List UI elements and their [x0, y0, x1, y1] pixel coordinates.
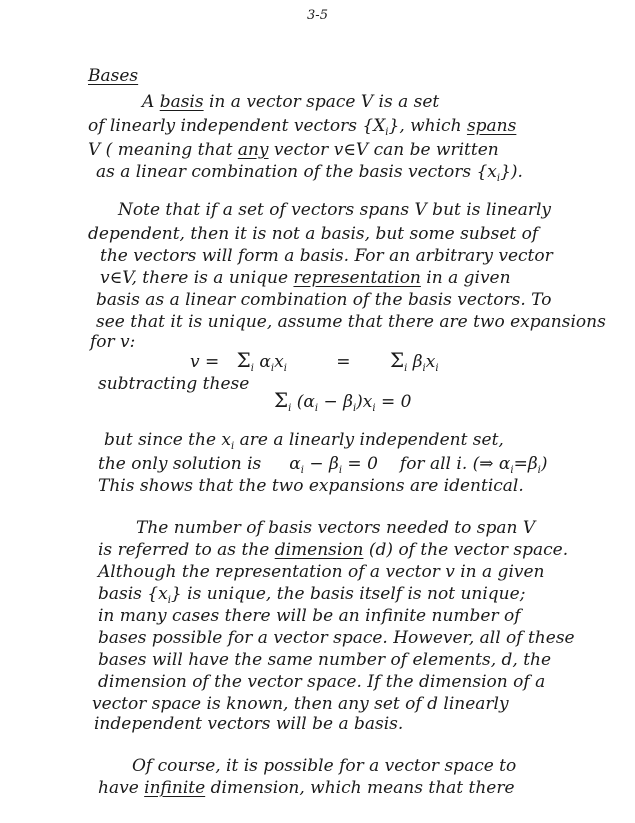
- heading-text: Bases: [88, 66, 139, 86]
- p4-line5: in many cases there will be an infinite number of: [98, 606, 521, 626]
- page-number: 3-5: [307, 8, 328, 23]
- p3-line3: This shows that the two expansions are identical.: [98, 476, 524, 496]
- p3-line1: but since the $x_i$ are a linearly independent set,: [104, 430, 504, 452]
- term-basis: basis: [159, 92, 204, 112]
- p1-line1: A basis in a vector space V is a set: [142, 92, 440, 112]
- p4-line2: is referred to as the dimension (d) of the vector space.: [98, 540, 569, 560]
- term-any: any: [237, 140, 269, 160]
- p4-line6: bases possible for a vector space. However, all of these: [98, 628, 575, 648]
- p4-line10: independent vectors will be a basis.: [94, 714, 404, 734]
- term-dimension: dimension: [274, 540, 364, 560]
- p2-line4: v∈V, there is a unique representation in a given: [100, 268, 511, 288]
- equation-difference: $\Sigma_i$ $(\alpha_i - \beta_i)x_i = 0$: [274, 388, 412, 414]
- p2-line8: subtracting these: [98, 374, 250, 394]
- p2-line7: for v:: [90, 332, 136, 352]
- p1-line4: as a linear combination of the basis vectors $\{x_i\}$).: [96, 162, 523, 184]
- p4-line8: dimension of the vector space. If the dimension of a: [98, 672, 546, 692]
- term-spans: spans: [466, 116, 517, 136]
- term-infinite: infinite: [144, 778, 206, 798]
- equation-expansions: $v = \Sigma_i$ $\alpha_ix_i = \Sigma_i$ $\beta_ix_i$: [190, 348, 439, 374]
- p5-line1: Of course, it is possible for a vector space to: [132, 756, 517, 776]
- p1-line2: of linearly independent vectors $\{X_i\}$, which spans: [88, 116, 517, 138]
- p4-line1: The number of basis vectors needed to span V: [136, 518, 536, 538]
- p4-line7: bases will have the same number of elements, d, the: [98, 650, 552, 670]
- p2-line2: dependent, then it is not a basis, but some subset of: [88, 224, 539, 244]
- p4-line4: basis $\{x_i\}$ is unique, the basis itself is not unique;: [98, 584, 526, 606]
- p1-line3: V ( meaning that any vector v∈V can be written: [88, 140, 499, 160]
- p3-line2: the only solution is $\alpha_i - \beta_i = 0$ for all i. (⇒ $\alpha_i=\beta_i$): [98, 454, 548, 476]
- p5-line2: have infinite dimension, which means that there: [98, 778, 515, 798]
- section-heading: [88, 66, 138, 86]
- p2-line6: see that it is unique, assume that there are two expansions: [96, 312, 606, 332]
- p4-line3: Although the representation of a vector v in a given: [98, 562, 545, 582]
- term-representation: representation: [293, 268, 421, 288]
- p2-line3: the vectors will form a basis. For an arbitrary vector: [100, 246, 553, 266]
- p2-line1: Note that if a set of vectors spans V but is linearly: [118, 200, 552, 220]
- p4-line9: vector space is known, then any set of d linearly: [92, 694, 509, 714]
- p2-line5: basis as a linear combination of the basis vectors. To: [96, 290, 552, 310]
